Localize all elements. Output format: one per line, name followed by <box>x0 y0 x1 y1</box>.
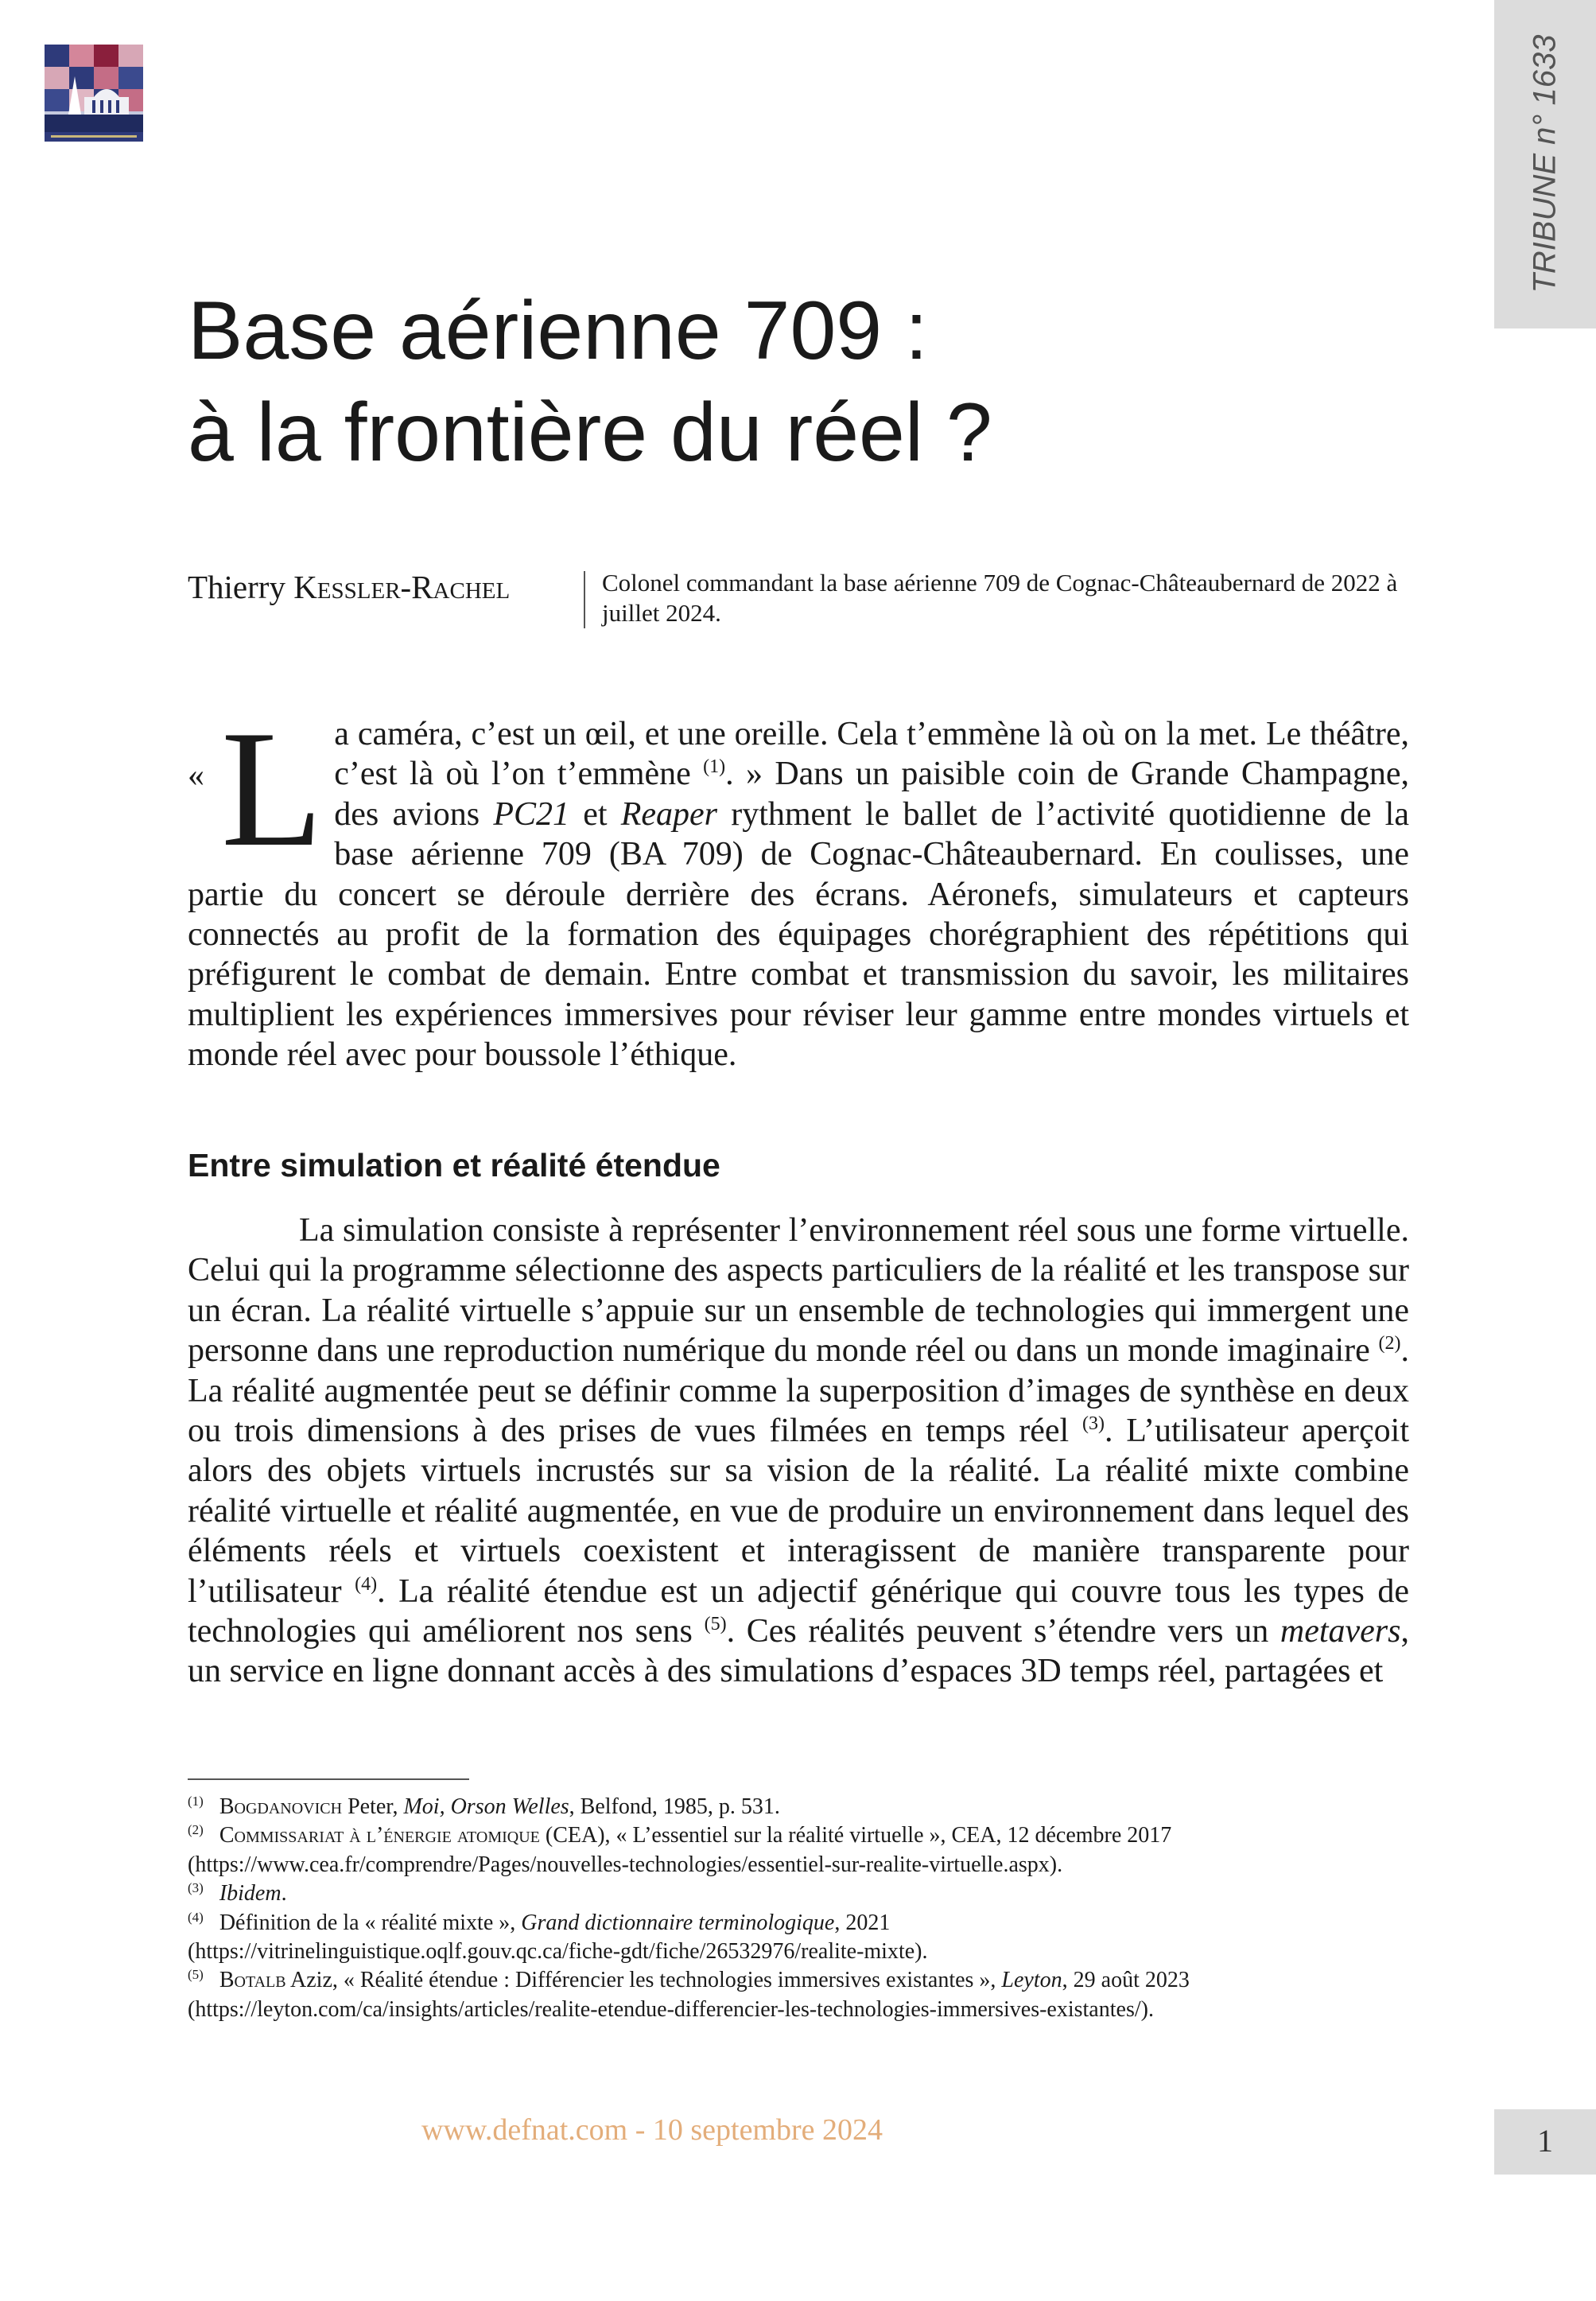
author-name <box>188 568 510 606</box>
intro-text-c: et <box>569 795 621 833</box>
pc21-label: PC21 <box>493 795 569 833</box>
footnote-author: Bogdanovich <box>219 1794 343 1819</box>
body-text-f: , un service en ligne donnant accès à des simulations d’espaces 3D temps réel, partagées et <box>188 1613 1409 1690</box>
body-text-a: La simulation consiste à représenter l’environnement réel sous une forme virtuelle. Celui qui la programme sélectionne des aspects particuliers de la réalité et les transpose sur un écran. La réalité virtuelle s’appuie sur un ensemble de technologies qui immergent une personne dans une reproduction numérique du monde réel ou dans un monde imaginaire <box>188 1212 1409 1370</box>
footnote-ref-2[interactable]: (2) <box>1378 1333 1401 1355</box>
footnote-link[interactable]: (https://vitrinelinguistique.oqlf.gouv.qc.ca/fiche-gdt/fiche/26532976/realite-mixte). <box>188 1939 928 1965</box>
footnote-2 <box>188 1821 1428 1879</box>
page-title <box>188 280 1380 484</box>
body-text-d: . La réalité étendue est un adjectif générique qui couvre tous les types de technologies qui améliorent nos sens <box>188 1572 1409 1650</box>
footnote-5 <box>188 1966 1428 2024</box>
author-first-name: Thierry <box>188 569 285 605</box>
intro-text-a: a caméra, c’est un œil, et une oreille. Cela t’emmène là où on la met. Le théâtre, c’est là où l’on t’emmène <box>334 716 1409 793</box>
footnote-divider <box>188 1778 469 1780</box>
tribune-number: TRIBUNE n° 1633 <box>1527 34 1563 293</box>
body-text-e: . Ces réalités peuvent s’étendre vers un <box>726 1613 1280 1650</box>
footnote-author: Botalb <box>219 1968 286 1993</box>
author-last-name: Kessler-Rachel <box>293 569 511 605</box>
footnote-ref-5[interactable]: (5) <box>704 1614 727 1635</box>
footnote-number: (2) <box>188 1822 204 1838</box>
footnote-ref-1[interactable]: (1) <box>703 756 726 778</box>
footnote-text: Définition de la « réalité mixte », <box>219 1910 522 1935</box>
footnote-text: Peter, <box>342 1794 404 1819</box>
author-description: Colonel commandant la base aérienne 709 de Cognac-Châteaubernard de 2022 à juillet 2024. <box>602 569 1398 627</box>
footnote-1 <box>188 1793 1428 1821</box>
footnote-number: (5) <box>188 1967 204 1983</box>
footnote-text: . <box>281 1881 287 1906</box>
footnote-number: (3) <box>188 1880 204 1896</box>
footnote-title: Grand dictionnaire terminologique <box>521 1910 835 1935</box>
footnote-ref-3[interactable]: (3) <box>1081 1413 1105 1435</box>
footnote-title: Moi, Orson Welles <box>403 1794 569 1819</box>
footnotes <box>188 1793 1428 2024</box>
footnote-link[interactable]: (https://leyton.com/ca/insights/articles/realite-etendue-differencier-les-technologies-immersives-existantes/). <box>188 1996 1154 2022</box>
page-number-tab <box>1494 2109 1596 2175</box>
footnote-text: , 2021 <box>834 1910 891 1935</box>
site-footer[interactable]: www.defnat.com - 10 septembre 2024 <box>421 2113 883 2147</box>
intro-open-quote: « <box>188 757 204 794</box>
footnote-text: (CEA), « L’essentiel sur la réalité virtuelle », CEA, 12 décembre 2017 <box>539 1823 1172 1848</box>
reaper-label: Reaper <box>620 795 718 833</box>
footnote-3 <box>188 1879 1428 1908</box>
intro-text-d: rythment le ballet de l’activité quotidienne de la base aérienne 709 (BA 709) de Cognac-Châteaubernard. En coulisses, une partie du concert se déroule derrière des écrans. Aéronefs, simulateurs et capteurs connectés au profit de la formation des équipages chorégraphient des répétitions qui préfigurent le combat de demain. Entre combat et transmission du savoir, les militaires multiplient les expériences immersives pour réviser leur gamme entre mondes virtuels et monde réel avec pour boussole l’éthique. <box>188 795 1409 1074</box>
footnote-title: Ibidem <box>219 1881 282 1906</box>
footnote-link[interactable]: (https://www.cea.fr/comprendre/Pages/nouvelles-technologies/essentiel-sur-realite-virtuelle.aspx). <box>188 1852 1063 1877</box>
footnote-text: , 29 août 2023 <box>1062 1968 1190 1993</box>
footnote-number: (1) <box>188 1794 204 1809</box>
footnote-ref-4[interactable]: (4) <box>355 1573 378 1595</box>
section-heading: Entre simulation et réalité étendue <box>188 1147 720 1184</box>
page-number: 1 <box>1537 2123 1553 2159</box>
drop-cap: L <box>221 697 324 881</box>
footnote-number: (4) <box>188 1909 204 1925</box>
body-text-c: . L’utilisateur aperçoit alors des objets virtuels incrustés sur sa vision de la réalité. La réalité mixte combine réalité virtuelle et réalité augmentée, en vue de produire un environnement dans lequel des éléments réels et virtuels coexistent et interagissent de manière transparente pour l’utilisateur <box>188 1413 1409 1610</box>
metavers-term: metavers <box>1280 1613 1401 1650</box>
footnote-text: , Belfond, 1985, p. 531. <box>569 1794 780 1819</box>
title-line-1: Base aérienne 709 : <box>188 285 928 377</box>
tribune-side-tab <box>1494 0 1596 328</box>
footnote-title: Leyton <box>1001 1968 1062 1993</box>
ecole-militaire-logo <box>45 45 143 142</box>
intro-text-b: . » Dans un paisible coin de Grande Champagne, des avions <box>334 756 1409 833</box>
title-line-2: à la frontière du réel ? <box>188 387 992 479</box>
body-text-b: . La réalité augmentée peut se définir comme la superposition d’images de synthèse en deux ou trois dimensions à des prises de vues filmées en temps réel <box>188 1332 1409 1450</box>
footnote-text: Aziz, « Réalité étendue : Différencier les technologies immersives existantes », <box>285 1968 1002 1993</box>
intro-paragraph <box>188 697 1409 1075</box>
footnote-4 <box>188 1909 1428 1967</box>
body-paragraph <box>188 1211 1409 1692</box>
footnote-author: Commissariat à l’énergie atomique <box>219 1823 540 1848</box>
author-divider <box>584 571 585 628</box>
